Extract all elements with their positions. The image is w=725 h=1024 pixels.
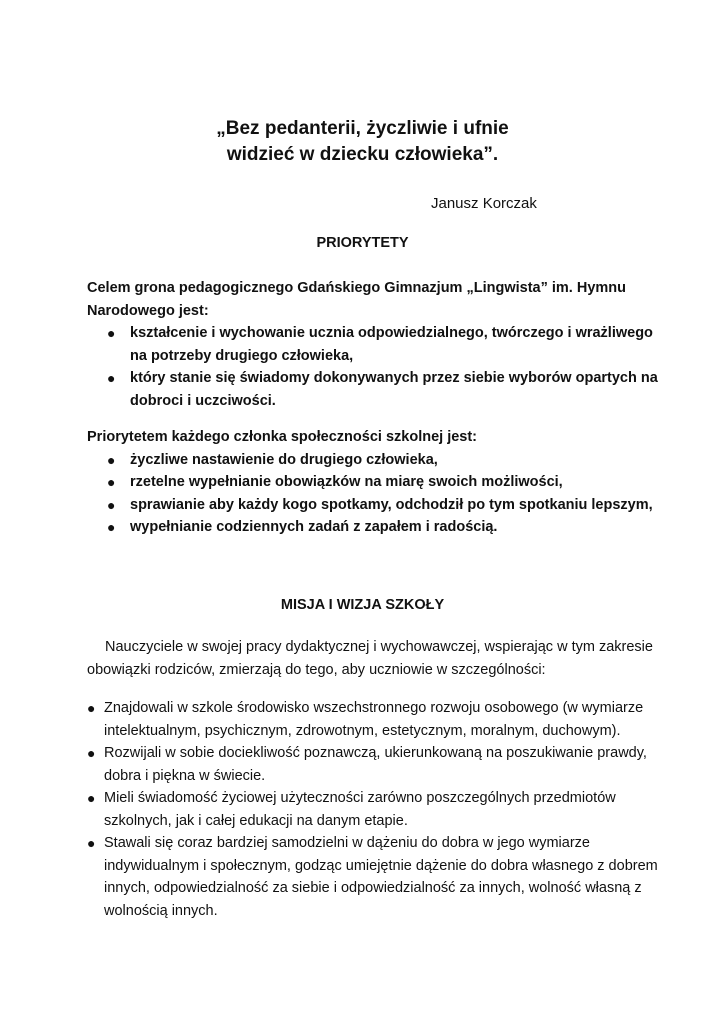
mission-intro: Nauczyciele w swojej pracy dydaktycznej i wychowawczej, wspierając w tym zakresie obowiązki rodziców, zmierzają do tego, aby uczniowie w szczególności: bbox=[87, 639, 653, 678]
list-item: ● Mieli świadomość życiowej użyteczności zarówno poszczególnych przedmiotów szkolnych, jak i całej edukacji na danym etapie. bbox=[87, 787, 667, 832]
priorities-members-section bbox=[87, 426, 667, 539]
list-item: ● Znajdowali w szkole środowisko wszechstronnego rozwoju osobowego (w wymiarze intelektualnym, psychicznym, zdrowotnym, estetycznym, moralnym, duchowym). bbox=[87, 697, 667, 742]
priorities-heading: PRIORYTETY bbox=[316, 235, 409, 251]
priorities-goals-section bbox=[87, 277, 667, 412]
bullet-icon: ● bbox=[87, 835, 96, 851]
list-item: ● kształcenie i wychowanie ucznia odpowiedzialnego, twórczego i wrażliwego na potrzeby drugiego człowieka, bbox=[87, 322, 667, 367]
list-item: ● życzliwe nastawienie do drugiego człowieka, bbox=[87, 449, 667, 472]
bullet-icon: ● bbox=[107, 325, 116, 341]
bullet-icon: ● bbox=[87, 700, 96, 716]
members-intro: Priorytetem każdego członka społeczności szkolnej jest: bbox=[87, 429, 478, 445]
list-item: ● rzetelne wypełnianie obowiązków na miarę swoich możliwości, bbox=[87, 471, 667, 494]
motto-line-1: „Bez pedanterii, życzliwie i ufnie bbox=[216, 118, 509, 139]
list-item: ● wypełnianie codziennych zadań z zapałem i radością. bbox=[87, 516, 667, 539]
goals-intro: Celem grona pedagogicznego Gdańskiego Gimnazjum „Lingwista” im. Hymnu Narodowego jest: bbox=[87, 280, 626, 319]
motto-quote bbox=[0, 116, 725, 168]
bullet-icon: ● bbox=[107, 474, 116, 490]
list-item: ● Stawali się coraz bardziej samodzielni w dążeniu do dobra w jego wymiarze indywidualnym i społecznym, godząc umiejętnie dążenie do dobra własnego z dobrem innych, odpowiedzialność za siebie i odpowiedzialność za innych, wolność własną z wolnością innych. bbox=[87, 832, 667, 922]
bullet-icon: ● bbox=[107, 451, 116, 468]
bullet-icon: ● bbox=[107, 496, 116, 513]
goals-list bbox=[87, 322, 667, 412]
list-item: ● który stanie się świadomy dokonywanych przez siebie wyborów opartych na dobroci i uczciwości. bbox=[87, 367, 667, 412]
list-item: ● Rozwijali w sobie dociekliwość poznawczą, ukierunkowaną na poszukiwanie prawdy, dobra i piękna w świecie. bbox=[87, 742, 667, 787]
mission-list bbox=[87, 697, 667, 922]
bullet-icon: ● bbox=[107, 519, 116, 535]
mission-heading: MISJA I WIZJA SZKOŁY bbox=[280, 597, 445, 613]
list-item: ● sprawianie aby każdy kogo spotkamy, odchodził po tym spotkaniu lepszym, bbox=[87, 494, 667, 517]
motto-line-2: widzieć w dziecku człowieka”. bbox=[226, 144, 499, 165]
bullet-icon: ● bbox=[87, 790, 96, 806]
bullet-icon: ● bbox=[107, 370, 116, 386]
bullet-icon: ● bbox=[87, 745, 96, 761]
motto-author: Janusz Korczak bbox=[431, 195, 537, 212]
members-list bbox=[87, 449, 667, 539]
mission-section bbox=[87, 697, 667, 922]
